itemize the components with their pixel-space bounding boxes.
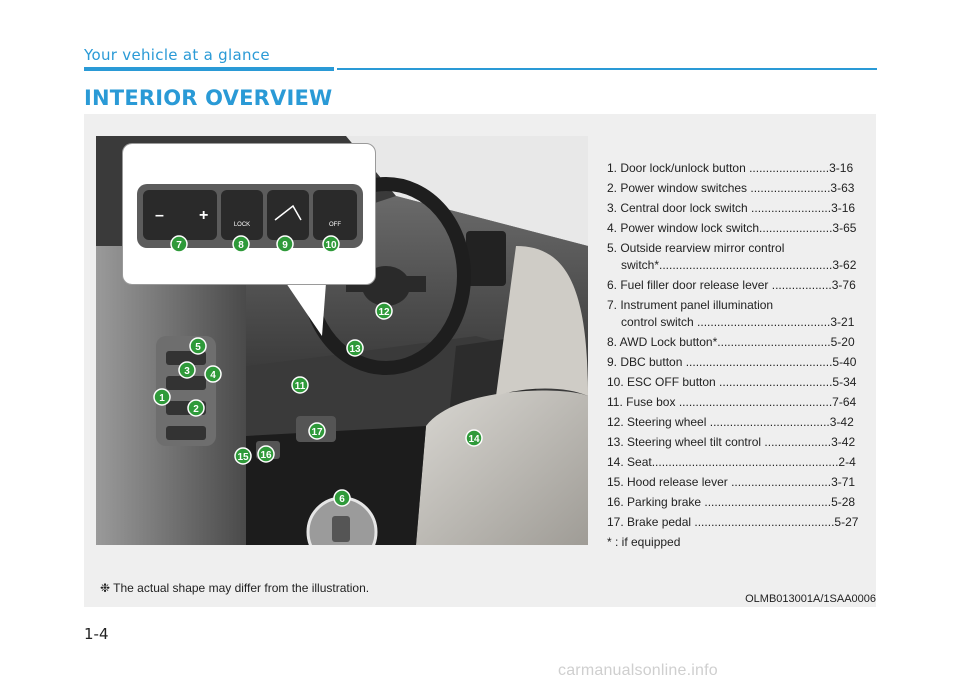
callout-1 bbox=[154, 389, 170, 405]
list-item: 3. Central door lock switch ........................3-16 bbox=[607, 201, 856, 215]
callout-16 bbox=[258, 446, 274, 462]
list-item: 13. Steering wheel tilt control ....................3-42 bbox=[607, 435, 856, 449]
svg-text:15: 15 bbox=[237, 452, 249, 463]
list-item: 17. Brake pedal ..........................................5-27 bbox=[607, 515, 859, 529]
section-title-underline bbox=[84, 67, 334, 71]
svg-text:4: 4 bbox=[210, 370, 216, 381]
illustration-caption: ❉ The actual shape may differ from the illustration. bbox=[100, 581, 370, 595]
callout-6 bbox=[334, 490, 350, 506]
list-item: 4. Power window lock switch......................3-65 bbox=[607, 221, 857, 235]
svg-text:3: 3 bbox=[184, 366, 190, 377]
svg-text:1: 1 bbox=[159, 393, 165, 404]
callout-13 bbox=[347, 340, 363, 356]
svg-text:2: 2 bbox=[193, 404, 199, 415]
list-item: 16. Parking brake ......................................5-28 bbox=[607, 495, 856, 509]
list-item: 9. DBC button ............................................5-40 bbox=[607, 355, 857, 369]
svg-text:14: 14 bbox=[468, 434, 480, 445]
callout-17 bbox=[309, 423, 325, 439]
callout-10 bbox=[323, 236, 339, 252]
page-heading: INTERIOR OVERVIEW bbox=[84, 86, 333, 110]
svg-text:5: 5 bbox=[195, 342, 201, 353]
svg-text:13: 13 bbox=[349, 344, 361, 355]
callout-9 bbox=[277, 236, 293, 252]
callout-3 bbox=[179, 362, 195, 378]
svg-text:8: 8 bbox=[238, 240, 244, 251]
list-item: 6. Fuel filler door release lever ..................3-76 bbox=[607, 278, 856, 292]
header-rule bbox=[337, 68, 877, 70]
switch-panel-inset bbox=[122, 143, 376, 285]
image-code: OLMB013001A/1SAA0006 bbox=[745, 593, 876, 605]
callout-11 bbox=[292, 377, 308, 393]
list-item: 8. AWD Lock button*..................................5-20 bbox=[607, 335, 855, 349]
callout-7 bbox=[171, 236, 187, 252]
svg-text:10: 10 bbox=[325, 240, 337, 251]
callout-5 bbox=[190, 338, 206, 354]
callout-14 bbox=[466, 430, 482, 446]
svg-text:17: 17 bbox=[311, 427, 323, 438]
svg-text:7: 7 bbox=[176, 240, 182, 251]
svg-text:9: 9 bbox=[282, 240, 288, 251]
callout-2 bbox=[188, 400, 204, 416]
list-item: 2. Power window switches ........................3-63 bbox=[607, 181, 855, 195]
component-list bbox=[607, 160, 865, 534]
watermark: carmanualsonline.info bbox=[558, 662, 718, 679]
svg-text:+: + bbox=[199, 207, 209, 224]
list-item: 14. Seat........................................................2-4 bbox=[607, 455, 856, 469]
list-item: 1. Door lock/unlock button ........................3-16 bbox=[607, 161, 854, 175]
off-label: OFF bbox=[329, 222, 341, 228]
svg-text:11: 11 bbox=[294, 381, 306, 392]
svg-text:6: 6 bbox=[339, 494, 345, 505]
callout-15 bbox=[235, 448, 251, 464]
list-item: 5. Outside rearview mirror control switch*....................................................3-62 bbox=[607, 241, 857, 272]
svg-text:16: 16 bbox=[260, 450, 272, 461]
section-title: Your vehicle at a glance bbox=[84, 46, 270, 64]
callout-8 bbox=[233, 236, 249, 252]
lock-label: LOCK bbox=[233, 222, 251, 228]
page-number: 1-4 bbox=[84, 625, 109, 643]
svg-text:12: 12 bbox=[378, 307, 390, 318]
list-item: 10. ESC OFF button ..................................5-34 bbox=[607, 375, 857, 389]
list-item: 12. Steering wheel ....................................3-42 bbox=[607, 415, 854, 429]
callout-4 bbox=[205, 366, 221, 382]
list-item: 7. Instrument panel illumination control switch ........................................3-21 bbox=[607, 298, 855, 329]
svg-text:–: – bbox=[155, 207, 164, 224]
list-item: 15. Hood release lever ..............................3-71 bbox=[607, 475, 856, 489]
list-item: 11. Fuse box ..............................................7-64 bbox=[607, 395, 857, 409]
footnote: * : if equipped bbox=[607, 535, 681, 549]
callout-12 bbox=[376, 303, 392, 319]
